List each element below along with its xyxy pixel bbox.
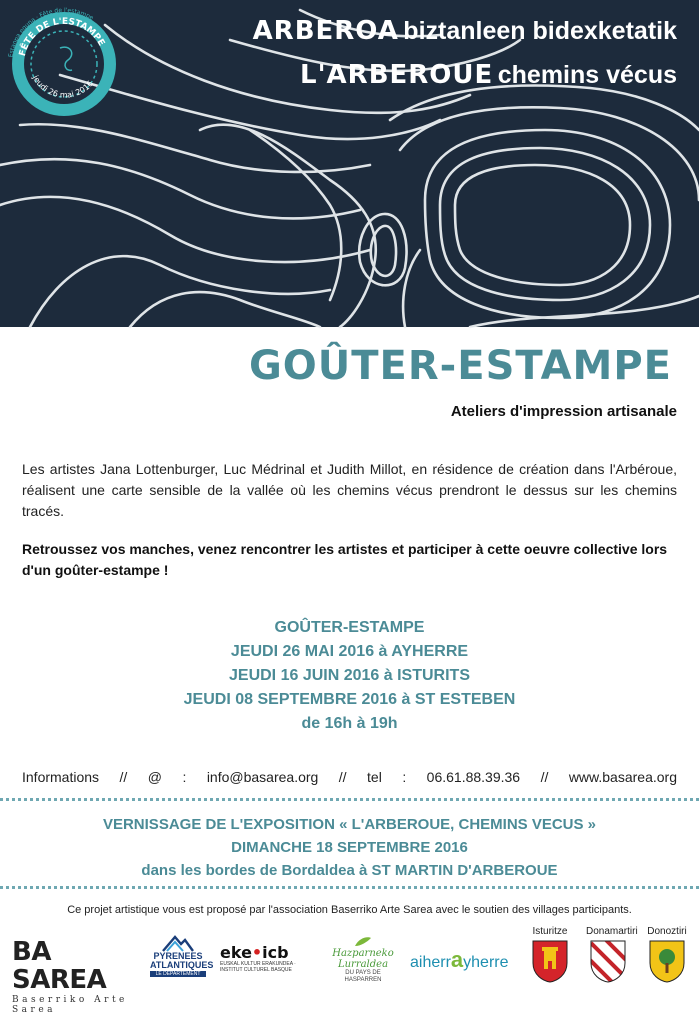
aiherra-a: a (450, 947, 464, 972)
hero-title-french-caps: L'ARBEROUE (300, 60, 494, 90)
hero-title-french-rest: chemins vécus (497, 61, 677, 89)
schedule-hours: de 16h à 19h (301, 715, 398, 732)
stamp-title-text: FÊTE DE L'ESTAMPE (17, 16, 107, 58)
shield-icon (648, 939, 686, 983)
event-schedule (0, 616, 699, 736)
donamartiri-coat-of-arms (586, 926, 638, 983)
contact-colon: : (182, 769, 187, 785)
phone-number[interactable]: 06.61.88.39.36 (426, 769, 521, 785)
hero-title-line-1 (253, 16, 677, 46)
hero-title-line-2 (300, 60, 677, 90)
aiherra-ayherre-logo (410, 947, 509, 973)
village-name-isturitze: Isturitze (532, 926, 568, 937)
stamp-date-text: jeudi 26 mai 2016 (30, 73, 95, 100)
hero-title-basque-rest: biztanleen bidexketatik (403, 17, 677, 45)
tel-label: tel (367, 769, 382, 785)
aiherra-left: aiherr (410, 954, 451, 971)
vernissage-location: dans les bordes de Bordaldea à ST MARTIN D'ARBEROUE (141, 862, 558, 879)
hasparren-logo (328, 936, 398, 984)
basarea-logo-tagline: Baserriko Arte Sarea (12, 995, 128, 1015)
dotted-divider (0, 886, 699, 889)
isturitze-coat-of-arms (528, 926, 572, 983)
callout-paragraph: Retroussez vos manches, venez rencontrer les artistes et participer à cette oeuvre collective lors d'un goûter-estampe ! (22, 541, 668, 578)
contact-separator: // (338, 769, 347, 785)
eke-icb-logo (220, 944, 316, 973)
hero-banner (0, 0, 699, 327)
page-subtitle: Ateliers d'impression artisanale (450, 403, 677, 420)
pyrenees-line-1: PYRENEES (153, 951, 203, 961)
leaf-icon (353, 936, 373, 948)
schedule-date-3: JEUDI 08 SEPTEMBRE 2016 à ST ESTEBEN (183, 691, 516, 708)
pyrenees-atlantiques-logo (150, 934, 214, 977)
sponsor-logos (0, 924, 699, 1015)
contact-separator: // (540, 769, 549, 785)
eke-name-left: eke (220, 943, 252, 962)
hasparren-tagline: DU PAYS DE HASPARREN (344, 970, 382, 983)
basarea-logo-name: BA SAREA (12, 937, 107, 995)
email-at-symbol: @ (147, 769, 162, 785)
contact-colon: : (402, 769, 407, 785)
eke-icb-name (220, 944, 316, 961)
basarea-logo (12, 938, 134, 1015)
donoztiri-coat-of-arms (645, 926, 689, 983)
dotted-divider (0, 798, 699, 801)
fete-estampe-stamp-badge (0, 0, 128, 128)
eke-name-right: icb (262, 943, 289, 962)
svg-text:jeudi 26 mai 2016 (30, 73, 95, 100)
vernissage-block (0, 813, 699, 882)
schedule-date-2: JEUDI 16 JUIN 2016 à ISTURITS (229, 667, 470, 684)
page-title: GOÛTER-ESTAMPE (248, 343, 672, 389)
shield-icon (531, 939, 569, 983)
email-link[interactable]: info@basarea.org (206, 769, 319, 785)
mountain-icon (161, 934, 195, 952)
schedule-heading: GOÛTER-ESTAMPE (274, 619, 425, 636)
village-name-donoztiri: Donoztiri (647, 926, 687, 937)
pyrenees-bar: LE DÉPARTEMENT (150, 971, 206, 977)
contact-label: Informations (22, 769, 100, 785)
shield-icon (589, 939, 627, 983)
credit-line: Ce projet artistique vous est proposé par l'association Baserriko Arte Sarea avec le soutien des villages participants. (67, 904, 632, 916)
contact-line (22, 769, 677, 785)
hasparren-script: Hazparneko Lurraldea (332, 948, 394, 970)
intro-paragraph: Les artistes Jana Lottenburger, Luc Médrinal et Judith Millot, en résidence de création dans l'Arbéroue, réalisent une carte sensible de la vallée où les chemins vécus prendront le dessus sur les chemins tracés. (22, 461, 677, 519)
vernissage-title: VERNISSAGE DE L'EXPOSITION « L'ARBEROUE, CHEMINS VECUS » (102, 816, 597, 833)
pyrenees-line-2: ATLANTIQUES (150, 960, 214, 970)
stamp-outer-text: Estanpa eguna · Fête de l'estampe (7, 6, 95, 58)
schedule-date-1: JEUDI 26 MAI 2016 à AYHERRE (230, 643, 469, 660)
aiherra-right: yherre (463, 954, 509, 971)
eke-tagline: EUSKAL KULTUR ERAKUNDEA · INSTITUT CULTUREL BASQUE (220, 961, 296, 973)
eke-dot-icon: • (251, 943, 263, 962)
hero-title-basque-caps: ARBEROA (252, 16, 399, 46)
vernissage-date: DIMANCHE 18 SEPTEMBRE 2016 (231, 839, 468, 856)
contact-separator: // (119, 769, 128, 785)
website-link[interactable]: www.basarea.org (568, 769, 677, 785)
village-name-donamartiri: Donamartiri (586, 926, 638, 937)
